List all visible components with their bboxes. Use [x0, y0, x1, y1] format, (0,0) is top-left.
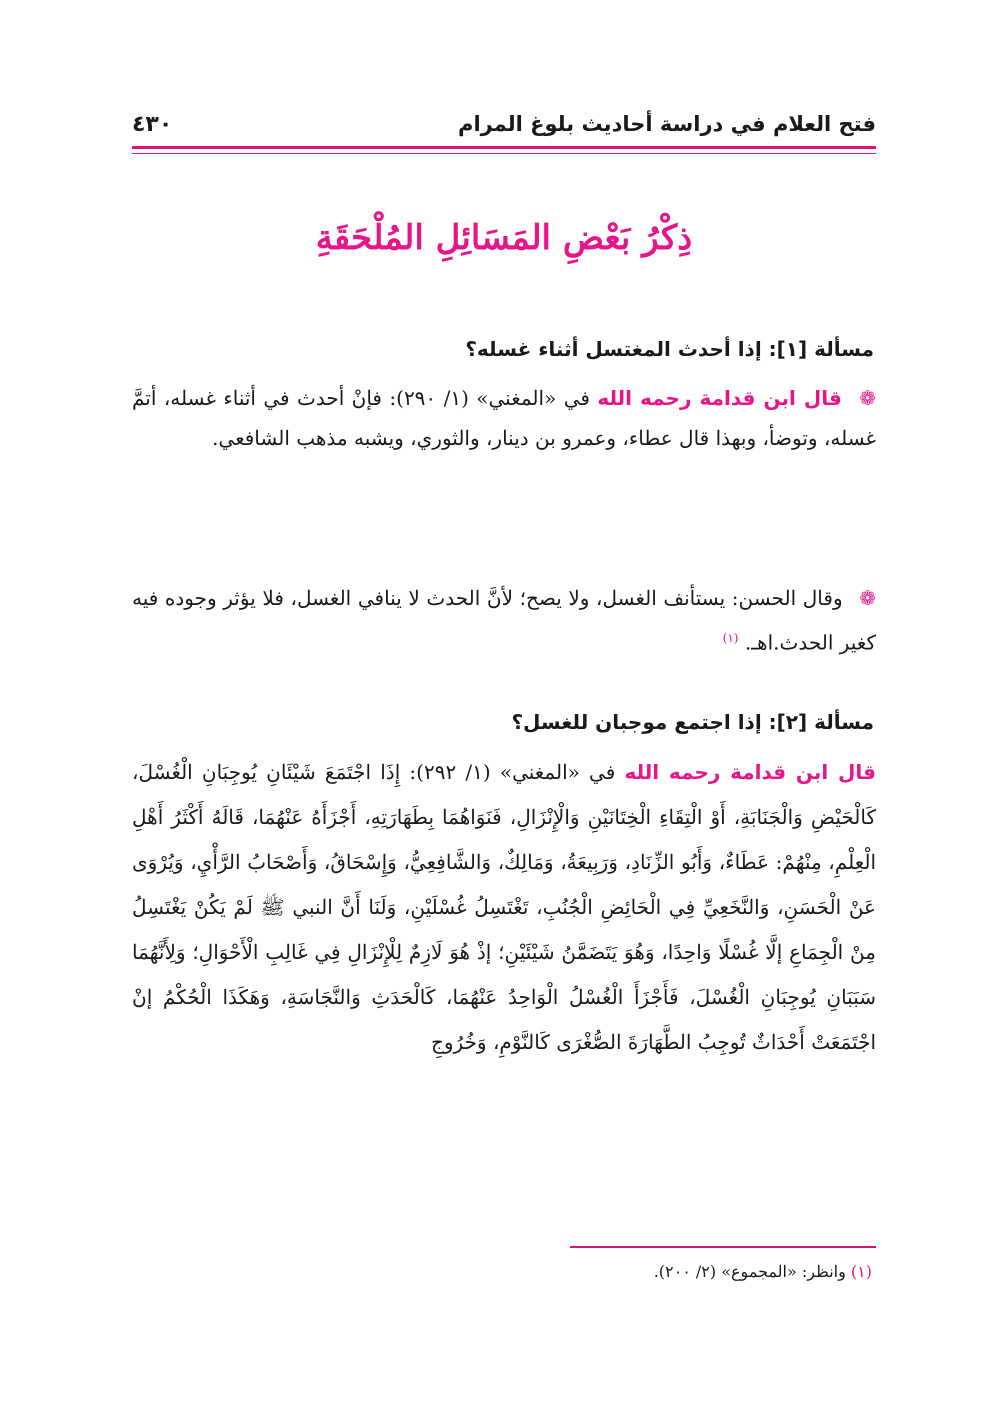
- paragraph-q2: [132, 750, 876, 1065]
- running-title: فتح العلام في دراسة أحاديث بلوغ المرام: [458, 112, 876, 136]
- question-heading-1: مسألة [١]: إذا أحدث المغتسل أثناء غسله؟: [465, 337, 874, 361]
- paragraph-text: وقال الحسن: يستأنف الغسل، ولا يصح؛ لأنَّ الحدث لا ينافي الغسل، فلا يؤثر وجوده فيه كغير الحدث.اهـ.: [132, 586, 876, 655]
- paragraph-text: في «المغني» (١/ ٢٩٢): إِذَا اجْتَمَعَ شَيْئَانِ يُوجِبَانِ الْغُسْلَ، كَالْحَيْضِ وَالْجَنَابَةِ، أَوْ الْتِقَاءِ الْخِتَانَيْنِ وَالْإِنْزَالِ، فَنَوَاهُمَا بِطَهَارَتِهِ، أَجْزَأَهُ عَنْهُمَا، قَالَهُ أَكْثَرُ أَهْلِ الْعِلْمِ، مِنْهُمْ: عَطَاءٌ، وَأَبُو الزِّنَادِ، وَرَبِيعَةُ، وَمَالِكٌ، وَالشَّافِعِيُّ، وَإِسْحَاقُ، وَأَصْحَابُ الرَّأْيِ، وَيُرْوَى عَنْ الْحَسَنِ، وَالنَّخَعِيِّ فِي الْحَائِضِ الْجُنُبِ، تَغْتَسِلُ غُسْلَيْنِ، وَلَنَا أَنَّ النبي ﷺ لَمْ يَكُنْ يَغْتَسِلُ مِنْ الْجِمَاعِ إلَّا غُسْلًا وَاحِدًا، وَهُوَ يَتَضَمَّنُ شَيْئَيْنِ؛ إذْ هُوَ لَازِمٌ لِلْإِنْزَالِ فِي غَالِبِ الْأَحْوَالِ؛ وَلِأَنَّهُمَا سَبَبَانِ يُوجِبَانِ الْغُسْلَ، فَأَجْزَأَ الْغُسْلُ الْوَاحِدُ عَنْهُمَا، كَالْحَدَثِ وَالنَّجَاسَةِ، وَهَكَذَا الْحُكْمُ إنْ اجْتَمَعَتْ أَحْدَاثٌ تُوجِبُ الطَّهَارَةَ الصُّغْرَى كَالنَّوْمِ، وَخُرُوجِ: [132, 760, 876, 1054]
- footnote-text: وانظر: «المجموع» (٢/ ٢٠٠).: [653, 1262, 846, 1281]
- paragraph-q1-2: [132, 578, 876, 663]
- flower-ornament-icon: ❁: [859, 386, 876, 410]
- question-heading-2: مسألة [٢]: إذا اجتمع موجبان للغسل؟: [511, 710, 874, 734]
- scholar-attribution: قال ابن قدامة رحمه الله: [624, 760, 876, 784]
- footnote-rule: [570, 1246, 876, 1248]
- flower-ornament-icon: ❁: [859, 586, 876, 610]
- footnote-ref: (١): [722, 631, 739, 645]
- header-rule: [132, 146, 876, 149]
- scholar-attribution: قال ابن قدامة رحمه الله: [597, 386, 842, 410]
- page-number: ٤٣٠: [132, 112, 173, 137]
- page-header: [132, 112, 876, 142]
- paragraph-q1-1: [132, 378, 876, 458]
- footnote: [654, 1262, 872, 1281]
- header-rule-thin: [132, 153, 876, 154]
- section-title: ذِكْرُ بَعْضِ المَسَائِلِ المُلْحَقَةِ: [315, 218, 693, 258]
- paragraph-text: في «المغني» (١/ ٢٩٠): فإنْ أحدث في أثناء غسله، أتمَّ غسله، وتوضأ، وبهذا قال عطاء، وعمرو بن دينار، والثوري، ويشبه مذهب الشافعي.: [132, 386, 876, 450]
- footnote-number: (١): [850, 1262, 872, 1281]
